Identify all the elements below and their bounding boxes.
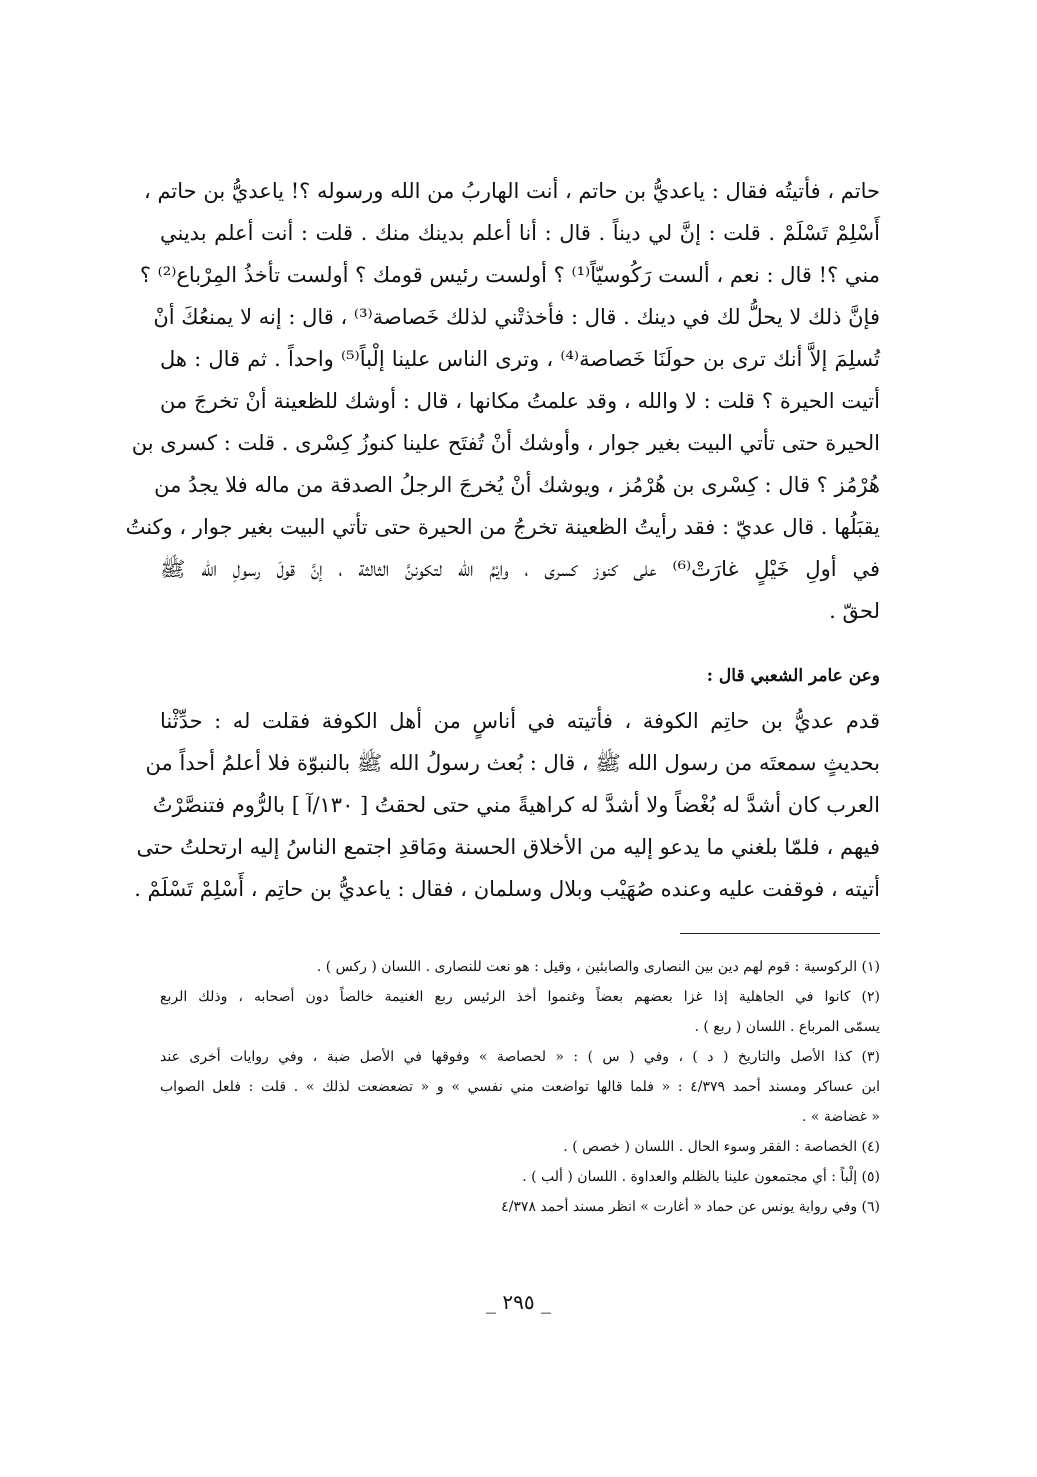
section-heading: وعن عامر الشعبي قال : — [706, 666, 880, 686]
text-line: فإنَّ ذلك لا يحلُّ لك في دينك . قال : فأخذتْني لذلك خَصاصة⁽³⁾ ، قال : إنه لا يمنعُكَ أنْ — [153, 305, 880, 329]
footnote-2: (٢) كانوا في الجاهلية إذا غزا بعضهم بعضاً وغنموا أخذ الرئيس ربع الغنيمة خالصاً دون أصحابه ، وذلك الربع — [160, 989, 880, 1005]
footnote-3-end: « غضاضة » . — [801, 1109, 880, 1125]
footnote-divider — [680, 933, 880, 934]
text-line: في أولِ خَيْلٍ غارَتْ⁽⁶⁾ على كنوز كسرى ، وايْمُ الله لتكوننَّ الثالثة ، إنَّ قولَ رسولِ الله ﷺ — [160, 557, 880, 581]
footnotes — [160, 952, 880, 1222]
text-line: هُرْمُز ؟ قال : كِسْرى بن هُرْمُز ، ويوشك أنْ يُخرجَ الرجلُ الصدقة من ماله فلا يجدُ من — [154, 473, 880, 497]
text-line: مني ؟! قال : نعم ، ألست رَكُوسيّاً⁽¹⁾ ؟ أولست رئيس قومك ؟ أولست تأخذُ المِرْباع⁽²⁾ ؟ — [139, 263, 880, 287]
footnote-3: (٣) كذا الأصل والتاريخ ( د ) ، وفي ( س ) : « لحصاصة » وفوقها في الأصل ضبة ، وفي روايات أخرى عند — [160, 1049, 880, 1065]
footnote-2-continued: يسمّى المرباع . اللسان ( ربع ) . — [694, 1019, 880, 1035]
text-line: فيهم ، فلمّا بلغني ما يدعو إليه من الأخلاق الحسنة ومَاقدِ اجتمع الناسُ إليه ارتحلتُ حتى — [136, 835, 880, 859]
text-line: أتيت الحيرة ؟ قلت : لا والله ، وقد علمتُ مكانها ، قال : أوشك للظعينة أنْ تخرجَ من — [160, 389, 880, 413]
footnote-3-continued: ابن عساكر ومسند أحمد ٤/٣٧٩ : « فلما قالها تواضعت مني نفسي » و « تضعضعت لذلك » . قلت : فلعل الصواب — [160, 1079, 880, 1095]
text-line: حاتم ، فأتيتُه فقال : ياعديُّ بن حاتم ، أنت الهاربُ من الله ورسوله ؟! ياعديُّ بن حاتم ، — [144, 179, 880, 203]
main-paragraph-2 — [134, 700, 880, 910]
text-line: بحديثٍ سمعتَه من رسول الله ﷺ ، قال : بُعث رسولُ الله ﷺ بالنبوّة فلا أعلمُ أحداً من — [145, 751, 880, 775]
page-number: _ ٢٩٥ _ — [486, 1290, 551, 1314]
text-line: الحيرة حتى تأتي البيت بغير جوار ، وأوشك أنْ تُفتَح علينا كنوزُ كِسْرى . قلت : كسرى بن — [131, 431, 880, 455]
footnote-5: (٥) إلْباً : أي مجتمعون علينا بالظلم والعداوة . اللسان ( ألب ) . — [522, 1169, 880, 1185]
text-line: قدم عديُّ بن حاتِم الكوفة ، فأتيته في أناسٍ من أهل الكوفة فقلت له : حدِّثْنا — [160, 709, 880, 733]
main-paragraph-1 — [125, 170, 880, 632]
text-line: يقبَلُها . قال عديّ : فقد رأيتُ الظعينة تخرجُ من الحيرة حتى تأتي البيت بغير جوار ، وكنتُ — [125, 515, 880, 539]
footnote-1: (١) الركوسية : قوم لهم دين بين النصارى والصابئين ، وقيل : هو نعت للنصارى . اللسان ( ركس ) . — [316, 959, 880, 975]
text-line: أَسْلِمْ تَسْلَمْ . قلت : إنَّ لي ديناً . قال : أنا أعلم بدينك منك . قلت : أنت أعلم بديني — [160, 221, 880, 245]
text-line: العرب كان أشدَّ له بُغْضاً ولا أشدَّ له كراهيةً مني حتى لحقتُ [ ١٣٠/آ ] بالرُّوم فتنصَّرْتُ — [152, 793, 880, 817]
text-line: تُسلِمَ إلاَّ أنك ترى بن حولَنَا خَصاصة⁽⁴⁾ ، وترى الناس علينا إلْباً⁽⁵⁾ واحداً . ثم قال : هل — [160, 347, 880, 371]
text-line: أتيته ، فوقفت عليه وعنده صُهَيْب وبلال وسلمان ، فقال : ياعديُّ بن حاتِم ، أَسْلِمْ تَسْلَمْ . — [134, 877, 880, 901]
footnote-4: (٤) الخصاصة : الفقر وسوء الحال . اللسان ( خصص ) . — [563, 1139, 880, 1155]
text-line: لحقّ . — [829, 599, 880, 623]
footnote-6: (٦) وفي رواية يونس عن حماد « أغارت » انظر مسند أحمد ٤/٣٧٨ — [501, 1199, 880, 1215]
